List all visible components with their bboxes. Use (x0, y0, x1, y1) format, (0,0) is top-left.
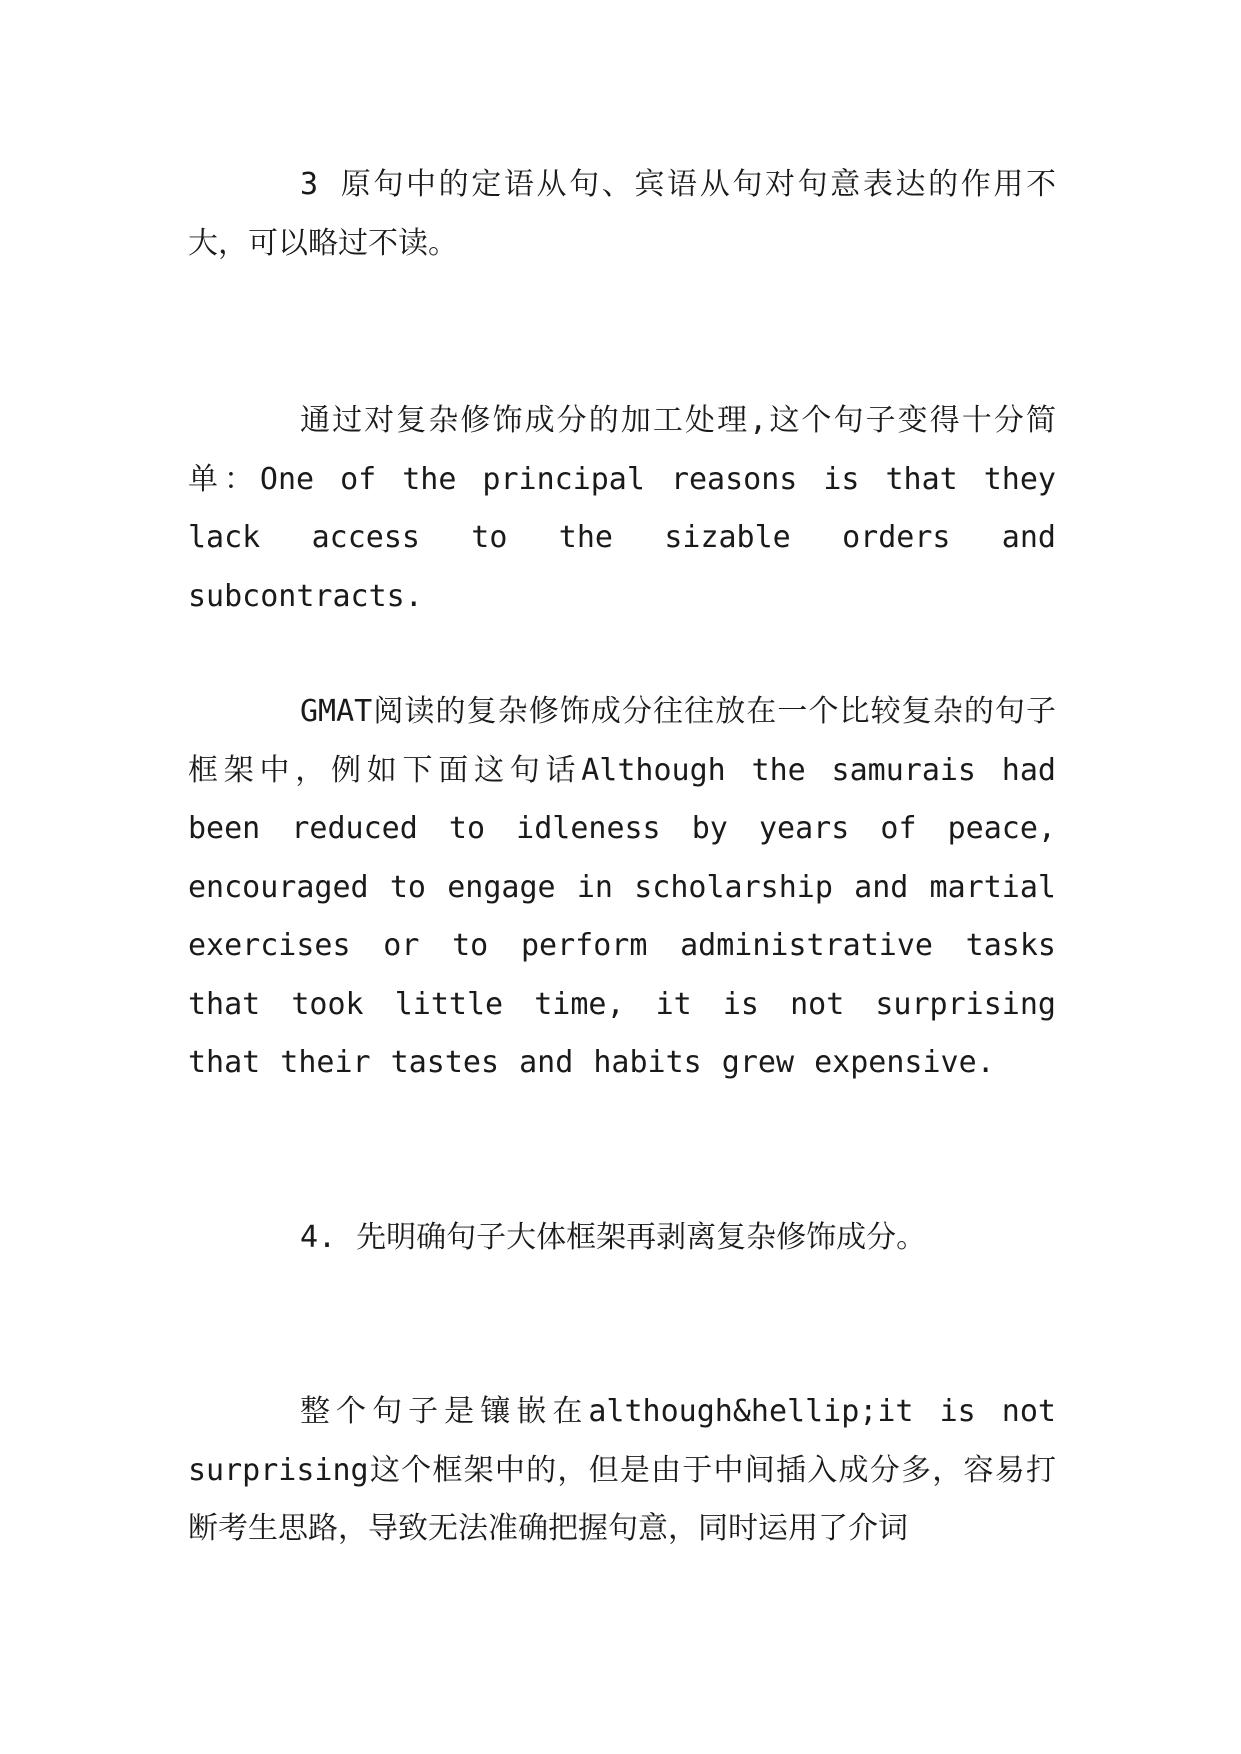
paragraph-3: GMAT阅读的复杂修饰成分往往放在一个比较复杂的句子框架中，例如下面这句话Although the samurais had been reduced to idleness by years of peace, encouraged to engage in scholarship and martial exercises or to perform administrative tasks that took little time, it is not surprising that their tastes and habits grew expensive. (188, 694, 1056, 1080)
paragraph-2: 通过对复杂修饰成分的加工处理,这个句子变得十分简单：One of the principal reasons is that they lack access to the sizable orders and subcontracts. (188, 403, 1056, 614)
paragraph-4: 4. 先明确句子大体框架再剥离复杂修饰成分。 (300, 1220, 927, 1255)
paragraph-1: 3 原句中的定语从句、宾语从句对句意表达的作用不大，可以略过不读。 (188, 167, 1056, 261)
paragraph-5: 整个句子是镶嵌在although&hellip;it is not surprising这个框架中的，但是由于中间插入成分多，容易打断考生思路，导致无法准确把握句意，同时运用了介词 (188, 1394, 1056, 1546)
